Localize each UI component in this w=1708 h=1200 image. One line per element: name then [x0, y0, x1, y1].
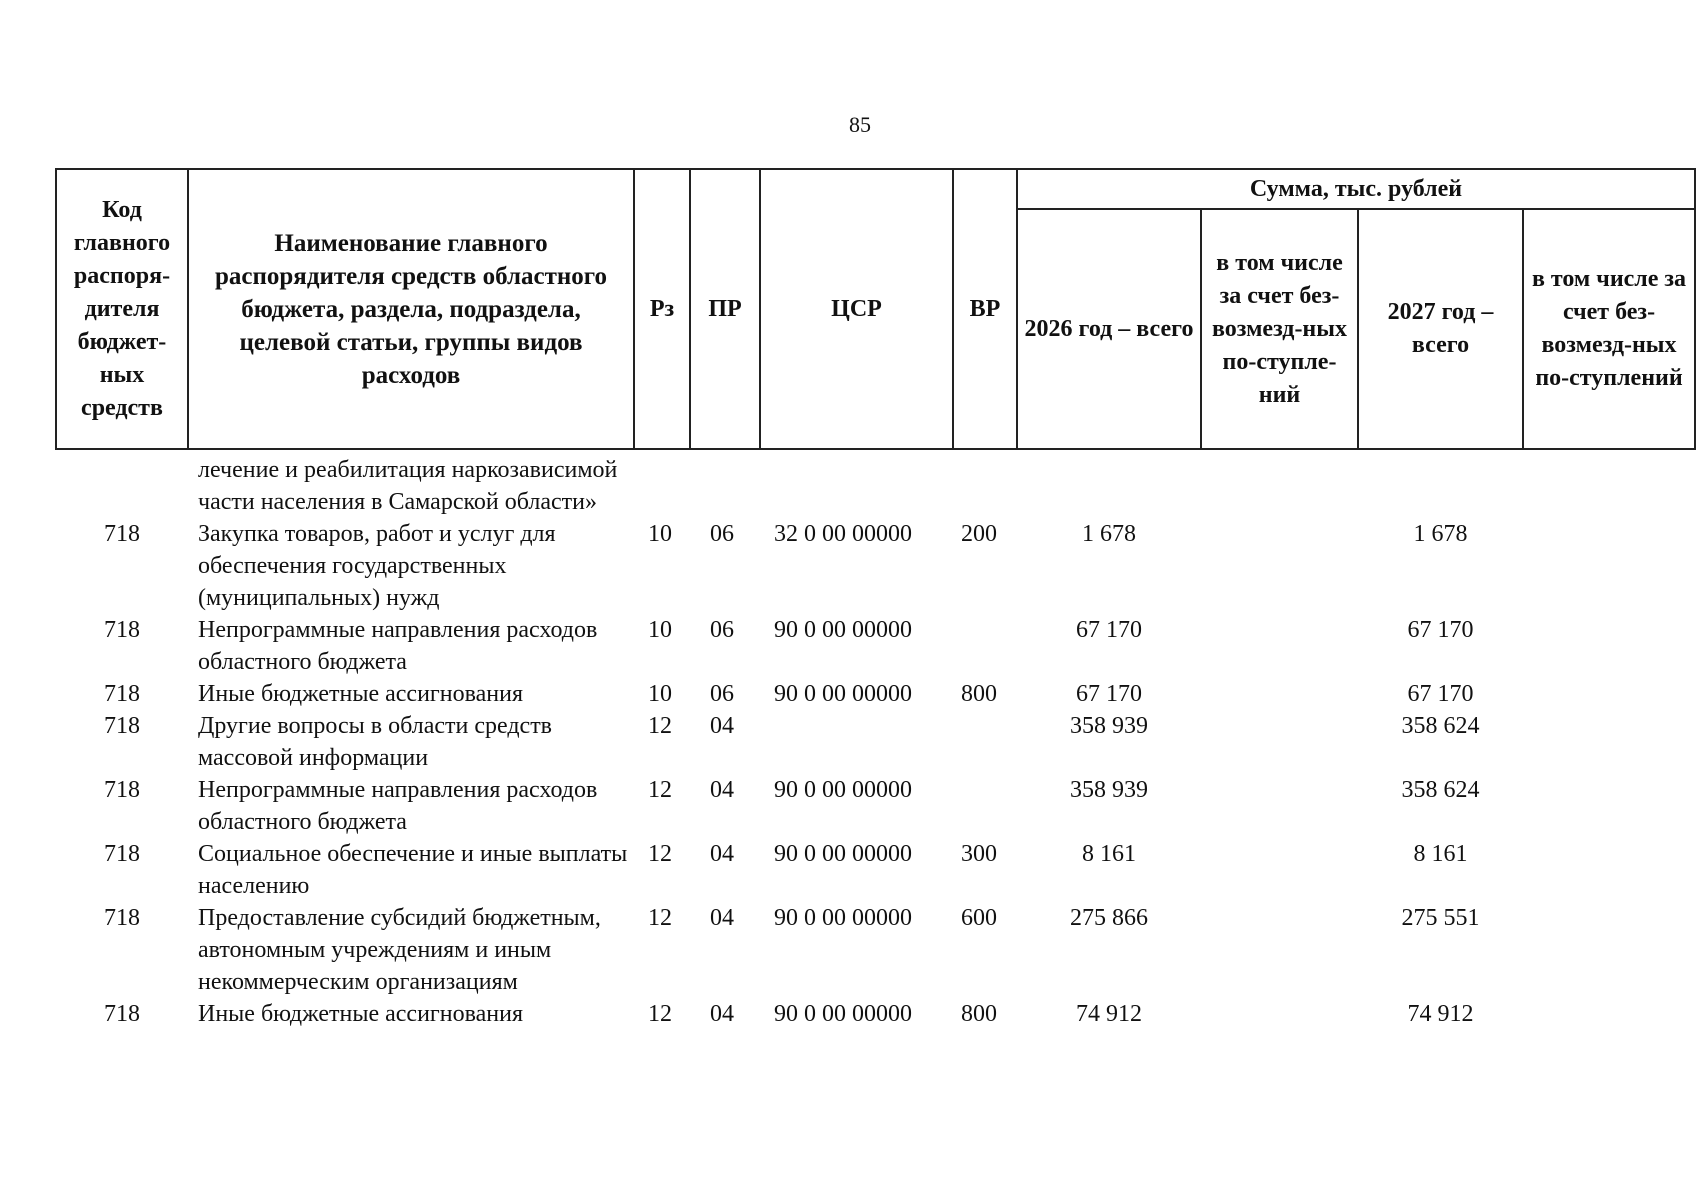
col-header-2026-total: 2026 год – всего — [1017, 209, 1201, 449]
cell-csr: 90 0 00 00000 — [774, 1001, 912, 1027]
cell-code — [56, 449, 188, 518]
table-row — [56, 614, 1695, 678]
cell-vr — [953, 614, 1017, 678]
cell-name: лечение и реабилитация наркозависимой части населения в Самарской области» — [198, 457, 618, 515]
cell-sum-2026 — [1017, 449, 1201, 518]
cell-csr: 90 0 00 00000 — [774, 905, 912, 931]
cell-free-2026 — [1201, 998, 1358, 1030]
cell-code: 718 — [104, 905, 140, 931]
cell-pr: 04 — [710, 1001, 734, 1027]
cell-name: Другие вопросы в области средств массовой информации — [198, 713, 553, 771]
cell-code: 718 — [104, 681, 140, 707]
cell-vr: 300 — [961, 841, 997, 867]
table-row — [56, 678, 1695, 710]
cell-free-2026 — [1201, 710, 1358, 774]
cell-vr — [953, 449, 1017, 518]
cell-pr: 06 — [710, 681, 734, 707]
cell-name: Иные бюджетные ассигнования — [198, 1001, 523, 1027]
cell-rz: 12 — [648, 905, 672, 931]
cell-rz: 12 — [648, 841, 672, 867]
col-header-name: Наименование главного распорядителя средств областного бюджета, раздела, подраздела, целевой статьи, группы видов расходов — [188, 169, 634, 449]
cell-sum-2026: 67 170 — [1076, 617, 1142, 643]
cell-sum-2026: 8 161 — [1082, 841, 1136, 867]
col-header-vr: ВР — [953, 169, 1017, 449]
col-header-2026-free: в том числе за счет без-возмезд-ных по-ступле-ний — [1201, 209, 1358, 449]
cell-rz: 10 — [648, 681, 672, 707]
table-row — [56, 838, 1695, 902]
cell-sum-2026: 74 912 — [1076, 1001, 1142, 1027]
table-row — [56, 710, 1695, 774]
col-header-sum: Сумма, тыс. рублей — [1017, 169, 1695, 209]
table-row — [56, 998, 1695, 1030]
cell-rz — [634, 449, 690, 518]
cell-vr: 200 — [961, 521, 997, 547]
cell-rz: 12 — [648, 777, 672, 803]
budget-table — [55, 168, 1696, 1030]
cell-sum-2027: 358 624 — [1401, 713, 1480, 739]
cell-name: Непрограммные направления расходов областного бюджета — [198, 617, 598, 675]
cell-free-2027 — [1523, 838, 1695, 902]
cell-free-2026 — [1201, 449, 1358, 518]
cell-sum-2026: 67 170 — [1076, 681, 1142, 707]
col-header-rz: Рз — [634, 169, 690, 449]
col-header-csr: ЦСР — [760, 169, 953, 449]
cell-name: Социальное обеспечение и иные выплаты населению — [198, 841, 628, 899]
table-body — [56, 449, 1695, 1030]
cell-code: 718 — [104, 617, 140, 643]
cell-pr: 06 — [710, 617, 734, 643]
cell-free-2026 — [1201, 838, 1358, 902]
cell-free-2026 — [1201, 678, 1358, 710]
cell-free-2027 — [1523, 678, 1695, 710]
cell-free-2027 — [1523, 902, 1695, 998]
col-header-pr: ПР — [690, 169, 760, 449]
cell-free-2026 — [1201, 774, 1358, 838]
cell-sum-2027: 275 551 — [1401, 905, 1480, 931]
table-row — [56, 518, 1695, 614]
cell-free-2026 — [1201, 902, 1358, 998]
cell-sum-2027: 358 624 — [1401, 777, 1480, 803]
cell-code: 718 — [104, 1001, 140, 1027]
cell-rz: 12 — [648, 713, 672, 739]
cell-code: 718 — [104, 713, 140, 739]
cell-csr: 90 0 00 00000 — [774, 617, 912, 643]
col-header-code: Код главного распоря-дителя бюджет-ных средств — [56, 169, 188, 449]
cell-code: 718 — [104, 841, 140, 867]
cell-csr: 90 0 00 00000 — [774, 841, 912, 867]
cell-free-2027 — [1523, 998, 1695, 1030]
cell-vr — [953, 710, 1017, 774]
cell-name: Иные бюджетные ассигнования — [198, 681, 523, 707]
cell-rz: 10 — [648, 521, 672, 547]
cell-pr — [690, 449, 760, 518]
cell-free-2027 — [1523, 449, 1695, 518]
cell-sum-2027: 74 912 — [1407, 1001, 1474, 1027]
cell-sum-2027: 67 170 — [1407, 617, 1474, 643]
col-header-2027-free: в том числе за счет без-возмезд-ных по-ступлений — [1523, 209, 1695, 449]
cell-pr: 06 — [710, 521, 734, 547]
cell-free-2027 — [1523, 614, 1695, 678]
cell-csr: 90 0 00 00000 — [774, 777, 912, 803]
cell-vr: 800 — [961, 681, 997, 707]
cell-pr: 04 — [710, 905, 734, 931]
cell-free-2027 — [1523, 710, 1695, 774]
cell-free-2027 — [1523, 518, 1695, 614]
cell-csr — [760, 449, 953, 518]
cell-name: Закупка товаров, работ и услуг для обеспечения государственных (муниципальных) нужд — [198, 521, 556, 611]
cell-free-2026 — [1201, 614, 1358, 678]
cell-sum-2026: 358 939 — [1070, 713, 1148, 739]
col-header-2027-total: 2027 год – всего — [1358, 209, 1523, 449]
table-row — [56, 449, 1695, 518]
cell-free-2026 — [1201, 518, 1358, 614]
cell-sum-2027: 67 170 — [1407, 681, 1474, 707]
cell-vr — [953, 774, 1017, 838]
cell-csr — [760, 710, 953, 774]
cell-vr: 600 — [961, 905, 997, 931]
cell-code: 718 — [104, 521, 140, 547]
cell-pr: 04 — [710, 841, 734, 867]
cell-sum-2026: 358 939 — [1070, 777, 1148, 803]
cell-pr: 04 — [710, 713, 734, 739]
cell-csr: 32 0 00 00000 — [774, 521, 912, 547]
cell-code: 718 — [104, 777, 140, 803]
table-row — [56, 774, 1695, 838]
page-number: 85 — [849, 112, 871, 137]
cell-sum-2026: 275 866 — [1070, 905, 1148, 931]
cell-name: Предоставление субсидий бюджетным, автономным учреждениям и иным некоммерческим организациям — [198, 905, 601, 995]
cell-name: Непрограммные направления расходов областного бюджета — [198, 777, 598, 835]
cell-free-2027 — [1523, 774, 1695, 838]
table-row — [56, 902, 1695, 998]
cell-rz: 10 — [648, 617, 672, 643]
cell-pr: 04 — [710, 777, 734, 803]
cell-vr: 800 — [961, 1001, 997, 1027]
cell-sum-2026: 1 678 — [1082, 521, 1136, 547]
cell-sum-2027: 1 678 — [1413, 521, 1468, 547]
cell-sum-2027 — [1358, 449, 1523, 518]
cell-csr: 90 0 00 00000 — [774, 681, 912, 707]
table-header — [56, 169, 1695, 449]
cell-sum-2027: 8 161 — [1413, 841, 1468, 867]
cell-rz: 12 — [648, 1001, 672, 1027]
